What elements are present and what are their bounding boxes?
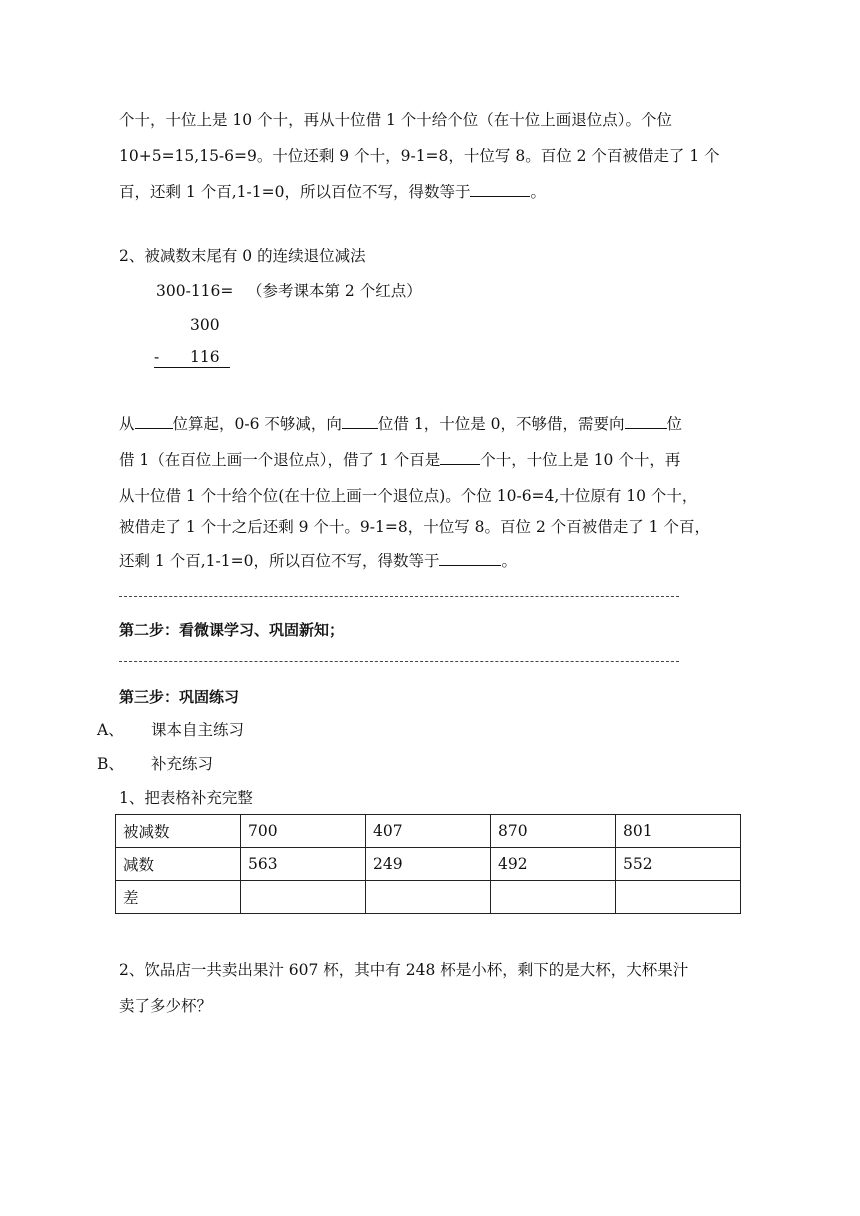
list-marker-b: B、 <box>97 755 124 773</box>
answer-cell[interactable] <box>241 881 366 914</box>
paragraph-line <box>119 412 682 436</box>
table-row <box>116 848 741 881</box>
list-item-b: 补充练习 <box>151 755 214 773</box>
paragraph-line <box>119 448 680 472</box>
text: 。 <box>501 552 517 570</box>
table-cell: 407 <box>366 815 491 848</box>
answer-blank[interactable] <box>439 549 501 566</box>
dashed-divider <box>119 661 679 662</box>
text: 百，还剩 1 个百,1-1=0，所以百位不写，得数等于 <box>119 183 471 201</box>
table-cell: 870 <box>491 815 616 848</box>
paragraph-line: 被借走了 1 个十之后还剩 9 个十。9-1=8，十位写 8。百位 2 个百被借走了 1 个百， <box>119 518 710 536</box>
paragraph-line: 个十，十位上是 10 个十，再从十位借 1 个十给个位（在十位上画退位点）。个位 <box>119 111 673 129</box>
table-cell: 492 <box>491 848 616 881</box>
text: 位 <box>666 415 683 433</box>
answer-blank[interactable] <box>625 412 667 429</box>
text: 位算起，0-6 不够减，向 <box>172 415 342 433</box>
answer-cell[interactable] <box>366 881 491 914</box>
paragraph-line <box>119 549 517 573</box>
task1-heading: 1、把表格补充完整 <box>119 789 253 807</box>
task2-line: 2、饮品店一共卖出果汁 607 杯，其中有 248 杯是小杯，剩下的是大杯，大杯果汁 <box>119 961 689 979</box>
paragraph-line: 10+5=15,15-6=9。十位还剩 9 个十，9-1=8，十位写 8。百位 2 个百被借走了 1 个 <box>119 147 720 165</box>
dashed-divider <box>119 596 679 597</box>
subtraction-table <box>115 814 741 914</box>
text: 位借 1，十位是 0，不够借，需要向 <box>377 415 625 433</box>
table-row <box>116 881 741 914</box>
table-cell: 减数 <box>116 848 241 881</box>
vertical-minuend: 300 <box>190 316 220 334</box>
answer-blank[interactable] <box>135 412 173 429</box>
paragraph-line <box>119 180 546 204</box>
table-cell: 差 <box>116 881 241 914</box>
answer-blank[interactable] <box>470 180 530 197</box>
text: 从 <box>119 415 135 433</box>
minus-sign: - <box>154 348 160 366</box>
step3-title: 第三步：巩固练习 <box>119 688 240 706</box>
step2-title: 第二步：看微课学习、巩固新知； <box>119 621 345 639</box>
vertical-subtrahend: 116 <box>190 348 220 366</box>
answer-cell[interactable] <box>491 881 616 914</box>
table-cell: 249 <box>366 848 491 881</box>
answer-cell[interactable] <box>616 881 741 914</box>
vertical-subtrahend-row <box>154 346 230 368</box>
text: 。 <box>530 183 546 201</box>
list-item-a: 课本自主练习 <box>151 721 245 739</box>
reference-note: （参考课本第 2 个红点） <box>247 282 422 300</box>
table-cell: 552 <box>616 848 741 881</box>
section-heading: 2、被减数末尾有 0 的连续退位减法 <box>119 247 366 265</box>
text: 借 1（在百位上画一个退位点），借了 1 个百是 <box>119 451 441 469</box>
table-cell: 被减数 <box>116 815 241 848</box>
task2-line: 卖了多少杯？ <box>119 997 213 1015</box>
text: 个十，十位上是 10 个十，再 <box>480 451 681 469</box>
list-marker-a: A、 <box>97 721 124 739</box>
answer-blank[interactable] <box>440 448 480 465</box>
text: 还剩 1 个百,1-1=0，所以百位不写，得数等于 <box>119 552 440 570</box>
table-cell: 563 <box>241 848 366 881</box>
table-cell: 801 <box>616 815 741 848</box>
paragraph-line: 从十位借 1 个十给个位(在十位上画一个退位点)。个位 10-6=4,十位原有 10 个十， <box>119 487 698 505</box>
table-cell: 700 <box>241 815 366 848</box>
answer-blank[interactable] <box>342 412 378 429</box>
equation: 300-116= <box>156 282 234 300</box>
table-row <box>116 815 741 848</box>
